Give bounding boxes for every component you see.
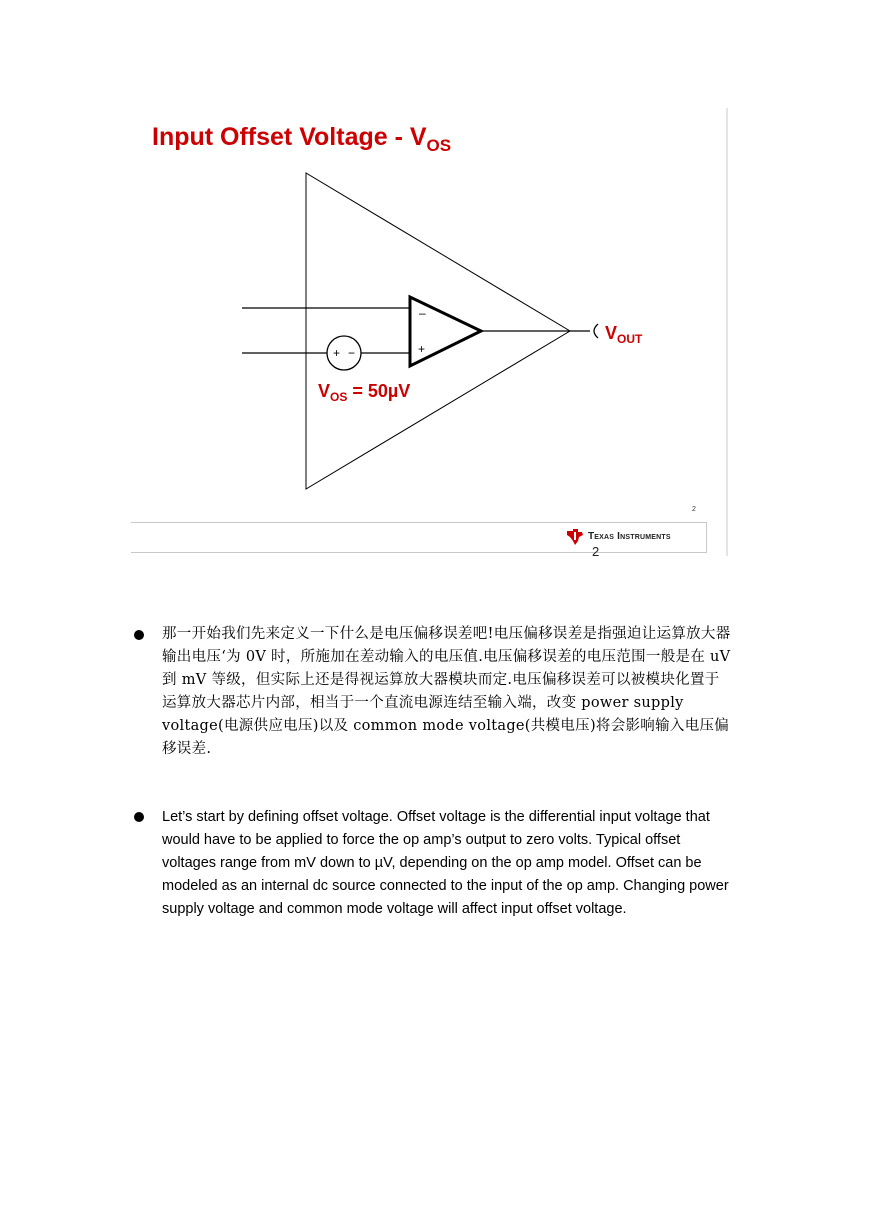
slide-number-small: 2 xyxy=(692,506,696,513)
output-terminal xyxy=(594,324,598,338)
source-plus-sign: + xyxy=(333,346,341,360)
vout-label: $V_{OUT}$ xyxy=(605,323,643,346)
chinese-paragraph: 那一开始我们先来定义一下什么是电压偏移误差吧!电压偏移误差是指强迫让运算放大器输出电压‘为 0V 时，所施加在差动输入的电压值.电压偏移误差的电压范围一般是在 uV 到 mV 等级，但实际上还是得视运算放大器模块而定.电压偏移误差可以被模块化置于运算放大器芯片内部，相当于一个直流电源连结至输入端，改变 power supply voltage(电源供应电压)以及 common mode voltage(共模电压)将会影响输入电压偏移误差. xyxy=(162,626,731,757)
opamp-minus-sign: – xyxy=(419,306,426,320)
ti-logo-icon xyxy=(566,528,584,546)
slide-title: Input Offset Voltage - $V_{OS}$ xyxy=(152,123,452,155)
bullet-icon xyxy=(134,630,144,640)
bullet-icon xyxy=(134,812,144,822)
source-minus-sign: − xyxy=(348,346,356,360)
opamp-diagram xyxy=(0,0,869,600)
opamp-plus-sign: + xyxy=(418,342,426,356)
slide-number: 2 xyxy=(592,544,600,559)
english-paragraph: Let’s start by defining offset voltage. Offset voltage is the differential input voltage that would have to be applied to force the op amp’s output to zero volts. Typical offset voltages range from mV down to µV, depending on the op amp model. Offset can be modeled as an internal dc source connected to the input of the op amp. Changing power supply voltage and common mode voltage will affect input offset voltage. xyxy=(162,809,729,917)
vos-label: $V_{OS} = 50\mu V$ xyxy=(318,381,411,404)
brand-name: Texas Instruments xyxy=(588,531,671,542)
slide-image xyxy=(0,0,869,600)
